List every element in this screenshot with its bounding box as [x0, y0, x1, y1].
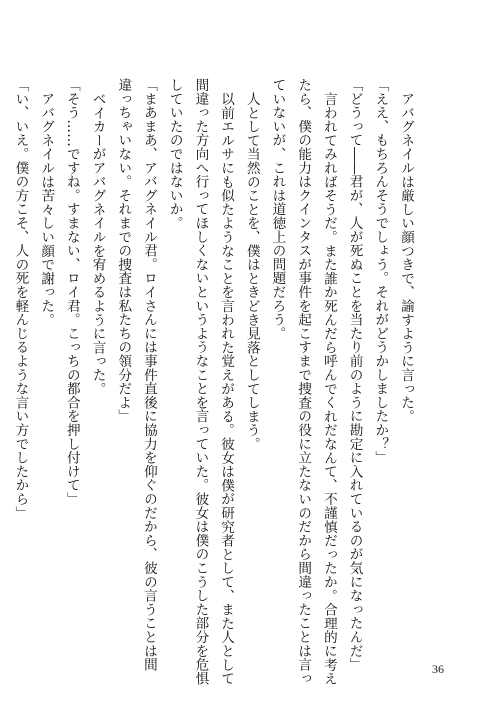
text-line: 「まあまあ、アバグネイル君。ロイさんには事件直後に協力を仰ぐのだから、彼の言うことは間 [140, 78, 157, 672]
text-line: 「い、いえ。僕の方こそ、人の死を軽んじるような言い方でしたから」 [12, 78, 29, 520]
text-line: 「どうって――君が、人が死ぬことを当たり前のように勘定に入れているのが気になったんだ」 [346, 78, 363, 672]
text-line: 以前エルサにも似たようなことを言われた覚えがある。彼女は僕が研究者として、また人として [218, 91, 235, 685]
text-line: 間違った方向へ行ってほしくないというようなことを言っていた。彼女は僕のこうした部分を危惧 [192, 78, 209, 686]
text-line: 違っちゃいない。それまでの捜査は私たちの領分だよ」 [115, 78, 132, 423]
page-number: 36 [432, 662, 444, 676]
text-line: 「ええ、もちろんそうでしょう。それがどうかしましたか？」 [372, 78, 389, 465]
body-text [12, 78, 418, 686]
text-line: ていないが、これは道徳上の問題だろう。 [269, 78, 286, 341]
text-line: たら、僕の能力はクインタスが事件を起こすまで捜査の役に立たないのだから間違ったことは言っ [295, 78, 312, 686]
text-line: 言われてみればそうだ。また誰か死んだら呼んでくれだなんて、不謹慎だったか。合理的に考え [320, 91, 337, 685]
text-line: していたのではないか。 [166, 78, 183, 230]
text-line: 人として当然のことを、僕はときどき見落としてしまう。 [243, 91, 260, 451]
text-line: アバグネイルは苦々しい顔で謝った。 [38, 91, 55, 327]
text-line: 「そう……ですね。すまない、ロイ君。こっちの都合を押し付けて」 [63, 78, 80, 506]
text-line: ベイカーがアバグネイルを宥めるように言った。 [89, 91, 106, 396]
text-line: アバグネイルは厳しい顔つきで、諭すように言った。 [398, 91, 414, 423]
